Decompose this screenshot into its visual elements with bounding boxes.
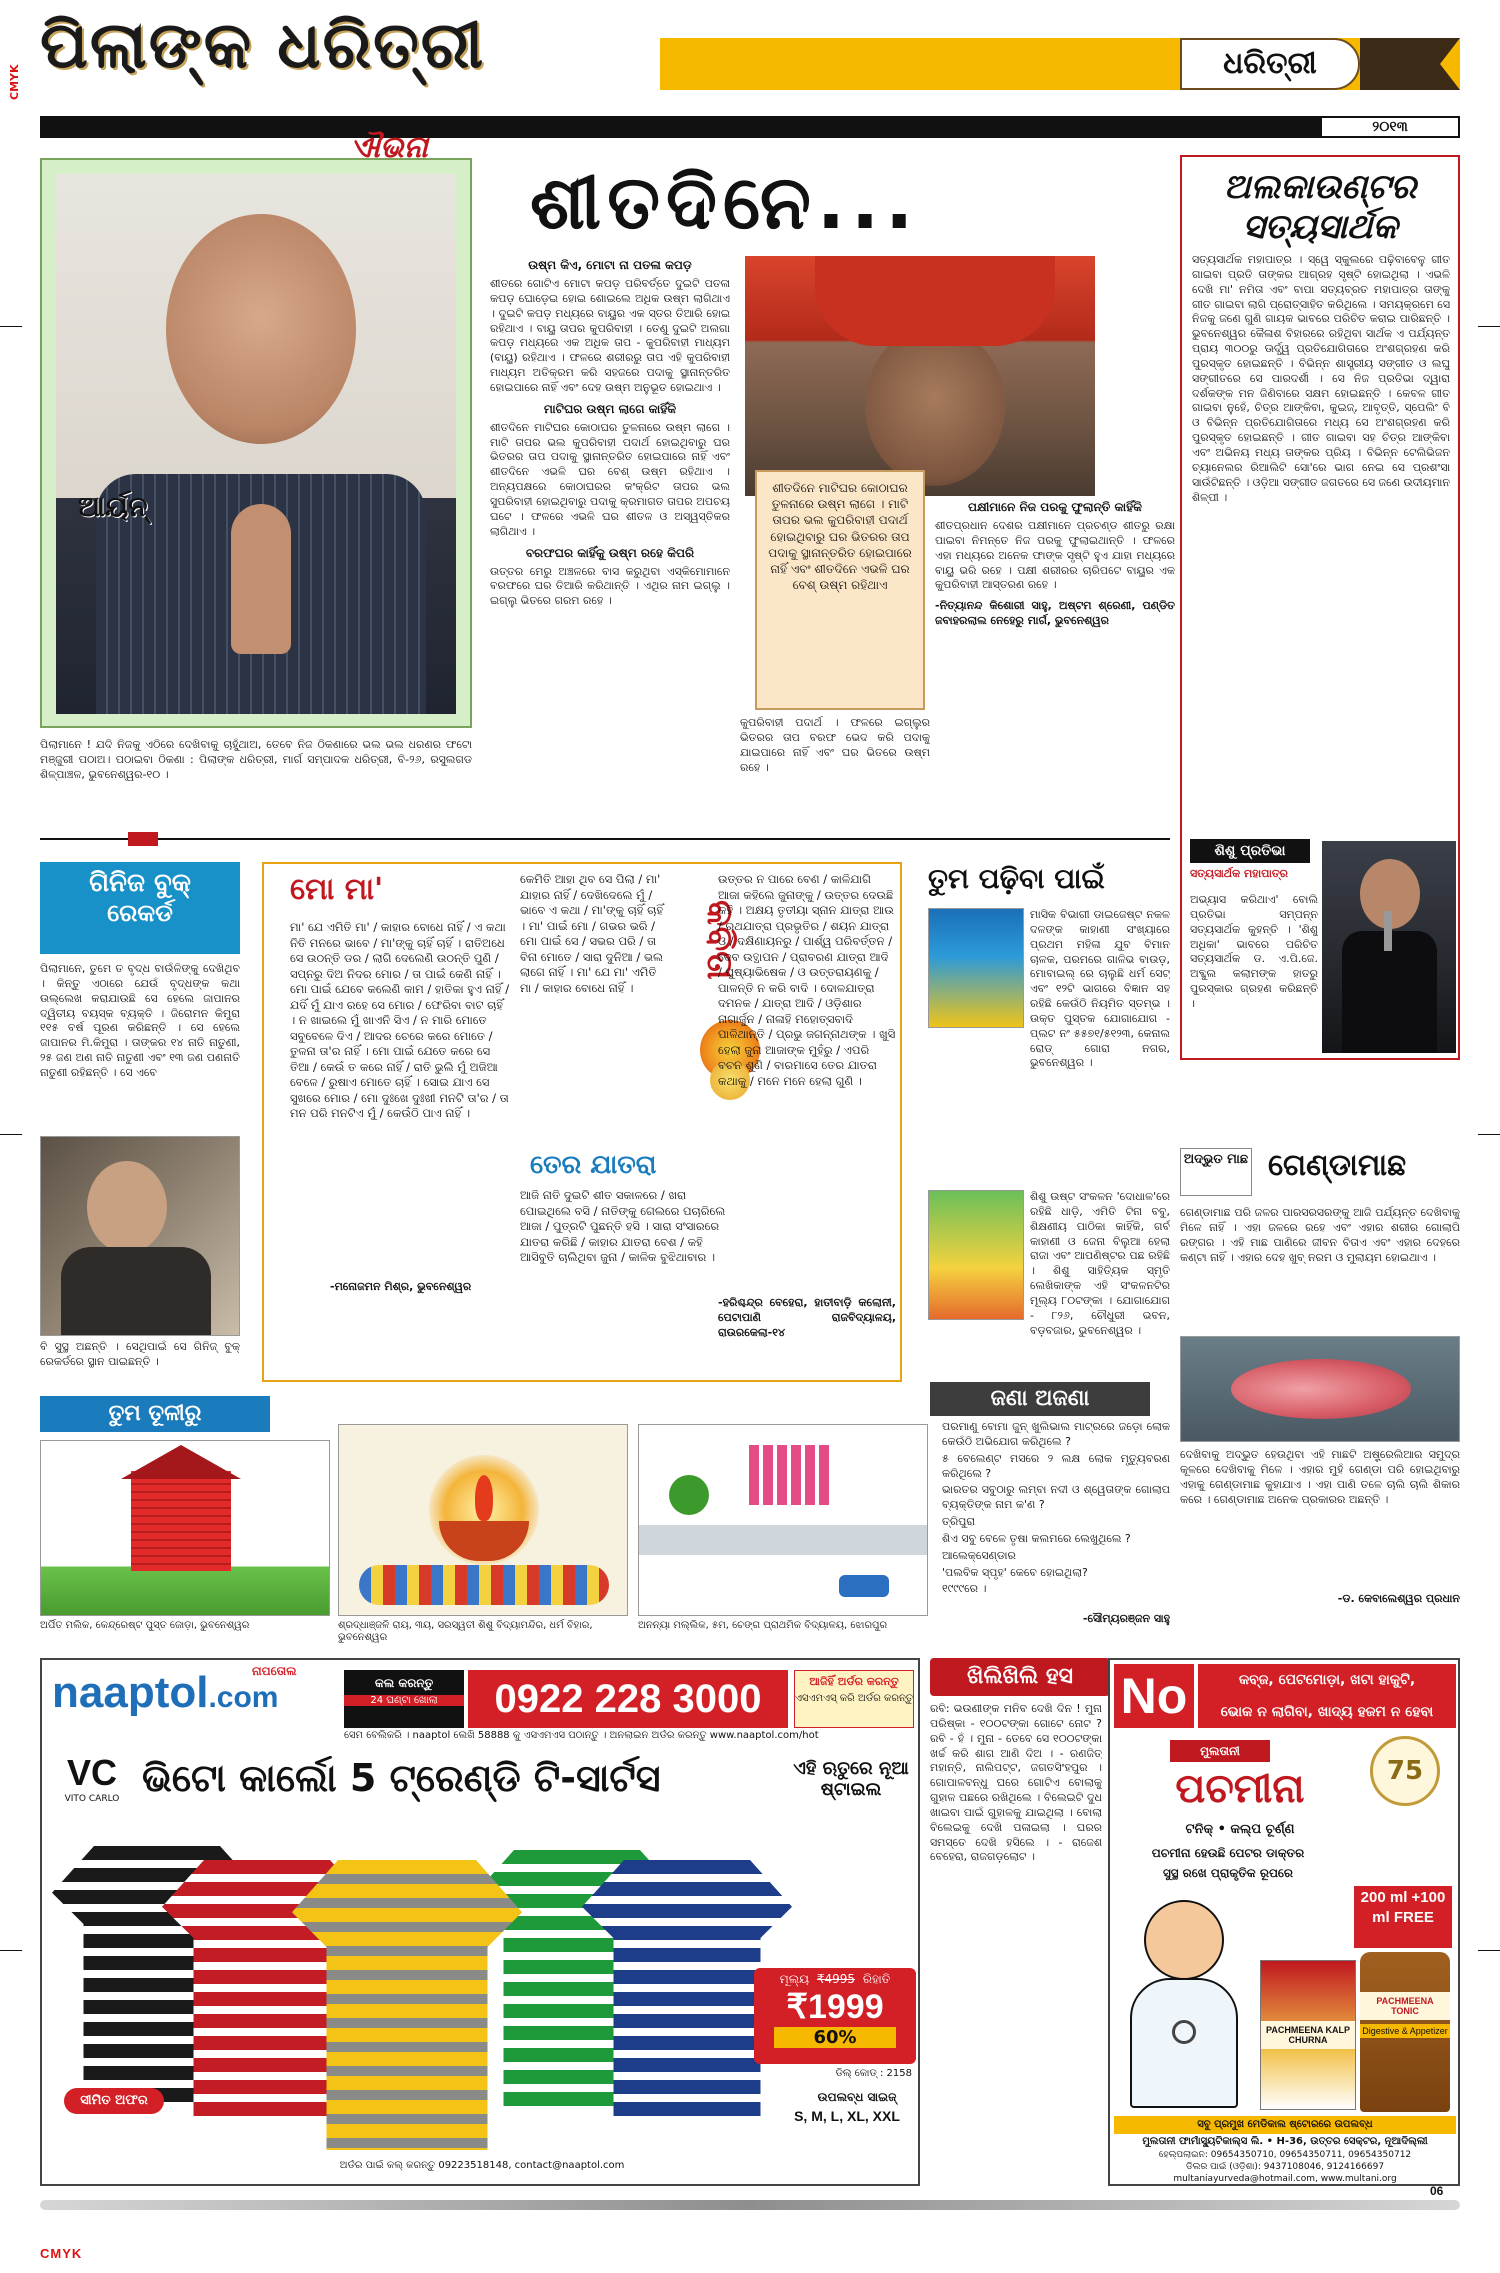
doctor-illustration [1124,1900,1244,2110]
guinness-title-2: ରେକର୍ଡ [107,899,173,927]
tonic-bottle [1360,1952,1450,2112]
winter-author: -ନିତ୍ୟାନନ୍ଦ କିଶୋରୀ ସାହୁ, ଅଷ୍ଟମ ଶ୍ରେଣୀ, ପଣ୍ଡିତ ଜବାହରଲାଲ ନେହେରୁ ମାର୍ଗ, ଭୁବନେଶ୍ୱର [935,599,1175,628]
no-badge: No [1114,1664,1194,1728]
winter-sub3: ବରଫଘର କାହିଁକୁ ଉଷ୍ମ ରହେ କିପରି [525,545,695,560]
sizes-value: S, M, L, XL, XXL [794,2108,900,2124]
drawing-2-caption: ଶ୍ରଦ୍ଧାଞ୍ଜଳି ରାୟ, ୩ୟ, ସରସ୍ୱତୀ ଶିଶୁ ବିଦ୍ୟାମନ୍ଦିର, ଧର୍ମ ବିହାର, ଭୁବନେଶ୍ୱର [338,1620,593,1643]
book1-text: ମାସିକ ବିଭାଗୀ ଡାଇଜେଷ୍ଟ ନକଳ ଦଳଙ୍କ କାହାଣୀ ସଂଖ୍ୟାରେ ପ୍ରଥମ ମହିଳା ଯୁବ ବିମାନ ଚାଳକ, ପରମରେ ଗାଳିଭ ବାଉଡ଼, ମୋବାଇଲ୍ ରେ ଚାଲୁଛି ଧର୍ମ ସେଟ୍ ଏବଂ ୧୨ଟି ଭାଗରେ ବିଜ୍ଞାନ ସହ ରହିଛି କେଉଁଠି ନିୟମିତ ସ୍ତମ୍ଭ । ଉକ୍ତ ପୁସ୍ତକ ଯୋଗାଯୋଗ - ପ୍ଲଟ ନଂ ୫୫୭୧/୫୧୨୩, କେନାଲ ରୋଡ୍ ଗୋରା ନଗର, ଭୁବନେଶ୍ୱର । [1030,908,1170,1070]
rath-yatra-author: -ହରିଶ୍ଚନ୍ଦ୍ର ବେହେରା, ହାତୀବାଡ଼ି କଲୋନୀ, ପେଟାପାଣି ରାଜବିଦ୍ୟାଳୟ, ରାଉରକେଲା-୧୪ [718,1296,896,1339]
alkaunstar-title-2: ସତ୍ୟସାର୍ଥକ [1242,207,1398,247]
crop-mark-left-top [0,326,22,327]
order-box [794,1670,914,1728]
pachmeena-contact-1: ହେଲ୍ପଲାଇନ: 09654350710, 09654350711, 09654350712 [1158,2150,1412,2160]
price-value: ₹1999 [786,1988,884,2026]
child-face [166,214,356,444]
list-item: ୫ ବେଲେଣ୍ଟ ମସରେ ୨ ଲକ୍ଷ ଲୋକ ମୃତ୍ୟୁବରଣ କରିଥିଲେ ? [942,1451,1170,1480]
drawing-1-caption: ଅର୍ପିତ ମଲିକ, କେନ୍ଦ୍ରେଷ୍ଟ ପୁସ୍ତ ଜୋଡ଼ା, ଭୁବନେଶ୍ୱର [40,1620,250,1631]
gendamachha-author: -ଡ. କେବାଲେଶ୍ୱର ପ୍ରଧାନ [1337,1592,1460,1605]
product-sub: ଟନିକ୍ • କଲ୍ପ ଚୂର୍ଣ୍ଣ [1185,1822,1295,1837]
offer-label: ରିହାତି [862,1972,891,1986]
bottle-label: PACHMEENA TONIC [1360,1992,1450,2020]
gendamachha-body2: ଦେଖିବାକୁ ଅଦ୍ଭୁତ ହେଉଥିବା ଏହି ମାଛଟି ଅଷ୍ଟ୍ରେଲିଆର ସମୁଦ୍ର କୂଳରେ ଦେଖିବାକୁ ମିଳେ । ଏହାର ମୁହଁ ଗେଣ୍ଡା ପରି ହୋଇଥିବାରୁ ଏହାକୁ ଗେଣ୍ଡାମାଛ କୁହାଯାଏ । ଏହା ପାଣି ତଳେ ଚାଲି ଚାଲି ଶିକାର କରେ । ଗେଣ୍ଡାମାଛ ଅନେକ ପ୍ରକାରର ଅଛନ୍ତି । [1180,1448,1460,1506]
call-box [344,1670,464,1728]
khilikhili-header [930,1658,1110,1696]
date-band [40,116,1460,138]
winter-photo [745,256,1095,496]
poem-middle-body: କେମିତି ଆହା ଥିବ ସେ ପିଲା / ମା' ଯାହାର ନାହିଁ / ଦେଖିଦେଲେ ମୁଁ / ଭାବେ ଏ କଥା / ମା'ଙ୍କୁ ଚାହିଁ ଚାହିଁ । ମା' ପାଇଁ ମୋ / ଗଭର ଭରି / ମୋ ପାଇଁ ସେ / ସଭର ପରି / ତା ବିନା ମୋତେ / ସାରା ଦୁନିଆ / ଭଲ ଲାଗେ ନାହିଁ । ମା' ଯେ ମା' ଏମିତି ମା / କାହାର ବୋଧେ ନାହିଁ । [520,872,664,995]
poem-body: ମା' ଯେ ଏମିତି ମା' / କାହାର ବୋଧେ ନାହିଁ / ଏ କଥା ନିତି ମନରେ ଭାବେ / ମା'ଙ୍କୁ ଚାହିଁ ଚାହିଁ । ରାତିଅଧେ ସେ ଉଠନ୍ତି ଡର / ଲାଗି ଦେଲେଣି ଉଠନ୍ତି ପୁଣି / ସପ୍ନରୁ ଦିଅ ନିଦର ମୋର / ତା ପାଇଁ କେଣି ନାହିଁ । ମୋ ପାଇଁ ଯେବେ କଲେଣି କାମ / ହାତିକା ହୁଏ ନାହିଁ / ଯଦିଁ ମୁଁ ଯାଏ ରହେ ସେ ମୋର / ଫେରିବା ବାଟ ଚାହିଁ । ନ ଖାଇଲେ ମୁଁ ଖାଏନି ସିଏ / ନ ମାରି ମୋତେ ସବୁବେଳେ ଦିଏ / ଆଦର ଚେରେ କରେ ମୋତେ / ତୁଳନା ତା'ର ନାହିଁ । ମୋ ପାଇଁ ଯେତେ କରେ ସେ ତିଆ / କେଉଁ ତ କରେ ନାହିଁ / ରାତି ଭୁଲି ମୁଁ ଅଜିଆ ବେଳେ / ରୁଷାଏ ମୋତେ ଚାହିଁ । ସୋଇ ଯାଏ ସେ ସୁଖରେ ମୋର / ମୋ ଦୁଃଖେ ଦୁଃଖୀ ମନଟି ତା'ର / ତା ମନ ପରି ମନଟିଏ ମୁଁ / କେଉଁଠି ପାଏ ନାହିଁ । [290,920,510,1121]
janaa-ajanaa-list [930,1420,1170,1600]
alkaunstar-title-1: ଅଲକାଉଣ୍ଟର [1223,167,1417,207]
winter-para2: ଶୀତଦିନେ ମାଟିଘର କୋଠାଘର ତୁଳନାରେ ଉଷ୍ମ ଲାଗେ । ମାଟି ତାପର ଭଲ କୁପରିବାହୀ ପଦାର୍ଥ ହୋଇଥିବାରୁ ଘର ଭିତରର ତାପ ପଦାକୁ ସ୍ଥାନାନ୍ତରିତ ହୋଇପାରେ ନାହିଁ ଏବଂ ଶୀତଦିନେ ଏଭଳି ଘର ବେଶ୍ ଉଷ୍ମ ରହିଥାଏ । ଅନ୍ୟପକ୍ଷରେ କୋଠାଘରର କଂକ୍ରିଟ ତାପର ଭଲ ସୁପରିବାହୀ ହୋଇଥିବାରୁ ପଦାକୁ କ୍ରମାଗତ ତାପର ଅପଚୟ ଘଟେ । ଫଳରେ ଏଭଳି ଘର ଶୀତଳ ଓ ଅସ୍ୱସ୍ତିକର ଲାଗିଥାଏ । [490,420,730,538]
divider-mark [128,832,158,846]
footer-bar [40,2200,1460,2210]
naaptol-ad [40,1658,920,2186]
khilikhili-body: ରବି: ଭଉଣୀଙ୍କ ମନିବ ଦେଖି ଦିନ ! ମୁନା ପରିଷ୍କା - ୧୦୦ଟଙ୍କା ଗୋଟେ ନୋଟ ? ରବି - ହଁ । ମୁନା - ତେବେ ସେ ୧୦୦ଟଙ୍କା ଖର୍ଚ୍ଚ କରି ଶାଗ ଆଣି ଦିଅ । - ରଣଜିତ୍ ମହାନ୍ତି, ନାଲିପଟ୍ଟ, ଜଗତସିଂହପୁର । ଗୋପାଳବନ୍ଧୁ ଘରେ ଗୋଟିଏ ବୋଲାକୁ ଗୁହାଳ ପଛରେ ରଖିଥିଲେ । ବିଲେଇଟି ଦୁଧ ଖାଇବା ପାଇଁ ଗୁହାଳକୁ ଯାଇଥିଲା । ବୋଲା ବିଲେଇକୁ ଦେଖି ପଳାଇଲା । ଘରର ସମସ୍ତେ ଦେଖି ହସିଲେ । - ରାଜେଶ ବେହେରା, ରାଜଗଡ଼ଲୋଟ । [930,1702,1102,1864]
winter-para4: କୁପରିବାହୀ ପଦାର୍ଥ । ଫଳରେ ଇଗ୍ଲୁର ଭିତରର ତାପ ବରଫ ଭେଦ କରି ପଦାକୁ ଯାଇପାରେ ନାହିଁ ଏବଂ ଘର ଭିତରେ ଉଷ୍ମ ରହେ । [740,716,930,774]
winter-quote [755,470,925,710]
car-icon [839,1575,889,1597]
year-label: ୨୦୧୩ [1372,119,1408,135]
winter-sub4: ପକ୍ଷୀମାନେ ନିଜ ପରକୁ ଫୁଲାନ୍ତି କାହିଁକି [968,500,1142,514]
gendamachha-tag: ଅଦ୍ଭୁତ ମାଛ [1180,1148,1252,1196]
child-hands [231,504,291,654]
road-icon [639,1525,928,1555]
list-item: ଶିଏ ସବୁ ବେଳେ ତୃଷା କଲମରେ ଲେଖୁଥିଲେ ? [942,1531,1131,1545]
winter-headline: ଶୀତଦିନେ... [530,160,920,246]
poem-title: ମୋ ମା' [290,872,384,907]
naaptol-odia-brand: ନାପତୋଲ [252,1664,297,1678]
naaptol-brand: naaptol [52,1668,209,1717]
price-box [754,1968,916,2064]
call-hours: 24 ଘଣ୍ଟା ଖୋଲା [344,1695,464,1706]
phone-number[interactable]: 0922 228 3000 [468,1670,788,1728]
mrp-label: ମୂଲ୍ୟ [779,1972,810,1986]
child-photo-caption: ପିଲାମାନେ ! ଯଦି ନିଜକୁ ଏଠିରେ ଦେଖିବାକୁ ଚାହୁଁଥାଅ, ତେବେ ନିଜ ଠିକଣାରେ ଭଲ ଭଲ ଧରଣର ଫଟୋ ମଞ୍ଜୁରୀ ପଠାଅ। ପଠାଇବା ଠିକଣା : ପିଲାଙ୍କ ଧରିତ୍ରୀ, ମାର୍ଗ ସମ୍ପାଦକ ଧରିତ୍ରୀ, ବି-୨୬, ରସୁଲଗଡ ଶିଳ୍ପାଞ୍ଚଳ, ଭୁବନେଶ୍ୱର-୧୦ । [40,738,472,781]
brand-name: ଧରିତ୍ରୀ [1223,46,1317,81]
vc-name: VITO CARLO [64,1794,120,1804]
mrp-value: ₹4995 [816,1972,856,1986]
masthead [0,0,1500,135]
limited-offer-badge: ସୀମିତ ଅଫର [64,2088,164,2114]
pachmeena-contact-3: multaniayurveda@hotmail.com, www.multani.org [1173,2174,1397,2184]
masthead-title: ପିଲାଙ୍କ ଧରିତ୍ରୀ [40,8,486,83]
page-number: 06 [1430,2184,1444,2198]
man-turban [815,256,1055,346]
bottle-extra: Digestive & Appetizer [1360,2024,1450,2038]
child-photo-frame [40,158,472,728]
divider-1 [40,838,1170,840]
winter-col3 [935,500,1175,828]
roof-icon [121,1445,241,1479]
ad-headline: ଭିଟୋ କାର୍ଲୋ 5 ଟ୍ରେଣ୍ଡି ଟି-ସାର୍ଟସ [142,1756,661,1800]
shishu-label: ଶିଶୁ ପ୍ରତିଭା [1190,839,1310,863]
rath-yatra-title: ତେର ଯାତରା [530,1150,657,1180]
tshirt-yellow [292,1860,522,2150]
guinness-header [40,862,240,954]
sms-line: ସେମ ବେଲିକରି । naaptol ଲେଖି 58888 କୁ ଏସଏମଏସ ପଠାନ୍ତୁ । ଅନଲାଇନ ଅର୍ଡର କରନ୍ତୁ www.naaptol.com/hot [344,1730,819,1741]
naaptol-logo [52,1668,342,1726]
alkaunstar-body: ସତ୍ୟସାର୍ଥକ ମହାପାତ୍ର । ସ୍ୱେ ସ୍କୁଲରେ ପଢ଼ିବାବେଳୁ ଗୀତ ଗାଇବା ପ୍ରତି ତାଙ୍କର ଆଗ୍ରହ ସୃଷ୍ଟି ହୋଇଥିଲା । ଏଭଳି ଦେଖି ମା' ନମିତା ଏବଂ ବାପା ସତ୍ୟବ୍ରତ ମହାପାତ୍ର ତାଙ୍କୁ ଗୀତ ଗାଇବା ଲାଗି ପ୍ରୋତ୍ସାହିତ କରିଥିଲେ । ସମୟକ୍ରମେ ସେ ନିଜକୁ ଜଣେ ଗୁଣି ଗାୟକ ଭାବରେ ପରିଚିତ କରାଇ ପାରିଛନ୍ତି । ଭୁବନେଶ୍ୱର କୈଳାଶ ବିହାରରେ ରହିଥିବା ସାର୍ଥକ ଏ ପର୍ଯ୍ୟନ୍ତ ପ୍ରାୟ ୩୦୦ରୁ ଊର୍ଦ୍ଧ୍ୱ ପ୍ରତିଯୋଗିତାରେ ଅଂଶଗ୍ରହଣ କରି ପୁରସ୍କୃତ ହୋଇଛନ୍ତି । ବିଭିନ୍ନ ଶାସ୍ତ୍ରୀୟ ସଙ୍ଗୀତ ଓ ଲଘୁ ସଙ୍ଗୀତରେ ସେ ପାରଦର୍ଶୀ । ସେ ନିଜ ପ୍ରତିଭା ଦ୍ୱାରା ଦର୍ଶକଙ୍କ ମନ ଜିଣିବାରେ ସକ୍ଷମ ହୋଇଛନ୍ତି । କେବଳ ଗୀତ ଗାଇବା ନୁହେଁ, ଚିତ୍ର ଆଙ୍କିବା, କୁଇଜ୍, ଆବୃତ୍ତି, ସ୍ପେଲିଂ ବି ଓ ବିଭିନ୍ନ ପ୍ରତିଯୋଗିତାରେ ମଧ୍ୟ ସେ ଅଂଶଗ୍ରହଣ କରି ପୁରସ୍କୃତ ହୋଇଛନ୍ତି । ଗୀତ ଗାଇବା ସହ ଚିତ୍ର ଆଙ୍କିବା ଏବଂ ଅଭିନୟ ମଧ୍ୟ ତାଙ୍କର ପ୍ରିୟ । ବିଭିନ୍ନ ଟେଲିଭିଜନ ଚ୍ୟାନେଲର ରିଆଲିଟି ସୋ'ରେ ଭାଗ ନେଇ ସେ ପ୍ରଶଂସା ସାଉଁଟିଛନ୍ତି । ଓଡ଼ିଆ ସଙ୍ଗୀତ ଜଗତରେ ସେ ଜଣେ ଉଦୀୟମାନ ଶିଳ୍ପୀ । [1192,253,1450,504]
multani-brand: ମୁଲତାନୀ [1170,1740,1270,1762]
pachmeena-strip: ସବୁ ପ୍ରମୁଖ ମେଡିକାଲ ଷ୍ଟୋରରେ ଉପଲବ୍ଧ [1114,2116,1456,2134]
crop-mark-right-bot [1478,1950,1500,1951]
stethoscope-icon [1172,2020,1196,2044]
rath-yatra-body: ଆଜି ନାତି ଦୁଇଟି ଶୀତ ସକାଳରେ / ଖରା ପୋଇଥିଲେ ବସି / ନାତିଙ୍କୁ ଗେଲରେ ପଚାରିଲେ ଆଜା / ପୁତ୍ରଟି ପୁଛନ୍ତି ହସି । ସାରା ସଂସାରରେ ଯାତରା କରିଛି / କାହାର ଯାତରା ବେଶ / କହି ଆସିବୁତି ଚାଲିଥିବା ଜୁନା / କାଳିକ ବୁଝିଥାବାର । [520,1188,726,1265]
janaa-ajanaa-header [930,1382,1150,1416]
tuma-tuliru-header [40,1396,270,1432]
symptoms-line1: କବ୍ଜ, ପେଟମୋଡ଼ା, ଖଟା ହାକୁଟି, [1198,1664,1456,1696]
list-item: ଭାରତର ସବୁଠାରୁ ଲମ୍ବା ନଦୀ ଓ ଶ୍ୱେତାଙ୍କ ଗୋଲାପ ବ୍ୟକ୍ତିଙ୍କ ନାମ କ'ଣ ? [942,1483,1170,1512]
guinness-title-1: ଗିନିଜ ବୁକ୍ [89,868,191,898]
order-label: ଆଜିହିଁ ଅର୍ଡର କରନ୍ତୁ [809,1675,899,1688]
guinness-caption: ବି ସୁସ୍ଥ ଅଛନ୍ତି । ସେଥିପାଇଁ ସେ ଗିନିଜ୍ ବୁକ୍ ରେକର୍ଡରେ ସ୍ଥାନ ପାଇଛନ୍ତି । [40,1340,240,1368]
old-man-face [87,1161,167,1253]
winter-para5: ଶୀତପ୍ରଧାନ ଦେଶର ପକ୍ଷୀମାନେ ପ୍ରଚଣ୍ଡ ଶୀତରୁ ରକ୍ଷା ପାଇବା ନିମନ୍ତେ ନିଜ ପରକୁ ଫୁଲାଇଥାନ୍ତି । ଫଳରେ ଏହା ମଧ୍ୟରେ ଅନେକ ଫାଙ୍କ ସୃଷ୍ଟି ହୁଏ ଯାହା ମଧ୍ୟରେ ବାୟୁ ଭରି ରହେ । ପକ୍ଷୀ ଶରୀରର ଚାରିପଟେ ବାୟୁର ଏକ କୁପରିବାହୀ ଆସ୍ତରଣ ରହେ । [935,519,1175,592]
guinness-body: ପିଲାମାନେ, ତୁମେ ତ ବୃଦ୍ଧ ବାଉଁଳିଙ୍କୁ ଦେଖିଥିବ । କିନ୍ତୁ ଏଠାରେ ଯେଉଁ ବୃଦ୍ଧଙ୍କ କଥା ଉଲ୍ଲେଖ କରାଯାଉଛି ସେ ହେଲେ ଜାପାନର ଦ୍ୱିତୀୟ ବୟସ୍କ ବ୍ୟକ୍ତି । ଜିରୋମନ କିମୁରା ୧୧୫ ବର୍ଷ ପୂରଣ କରିଛନ୍ତି । ସେ ହେଲେ ଜାପାନର ମି.କିମୁରା । ତାଙ୍କର ୧୪ ନାତି ନାତୁଣୀ, ୨୫ ଜଣ ଅଣ ନାତି ନାତୁଣୀ ଏବଂ ୧୩ ଜଣ ପଣନାତି ନାତୁଣୀ ରହିଛନ୍ତି । ସେ ଏବେ [40,962,240,1079]
box-label: PACHMEENA KALP CHURNA [1261,2021,1355,2049]
janaa-ajanaa-author: -ସୌମ୍ୟରଞ୍ଜନ ସାହୁ [1082,1612,1170,1625]
winter-quote-text: ଶୀତଦିନେ ମାଟିଘର କୋଠାଘର ତୁଳନାରେ ଉଷ୍ମ ଲାଗେ । ମାଟି ତାପର ଭଲ କୁପରିବାହୀ ପଦାର୍ଥ ହୋଇଥିବାରୁ ଘର ଭିତରର ତାପ ପଦାକୁ ସ୍ଥାନାନ୍ତରିତ ହୋଇପାରେ ନାହିଁ ଏବଂ ଶୀତଦିନେ ଏଭଳି ଘର ବେଶ୍ ଉଷ୍ମ ରହିଥାଏ [768,481,912,593]
ad-footer: ଅର୍ଡର ପାଇଁ କଲ୍ କରନ୍ତୁ 09223518148, contact@naaptol.com [339,2160,625,2171]
product-tagline-2: ସୁସ୍ଥ ରଖେ ପ୍ରାକୃତିକ ରୂପରେ [1162,1866,1294,1880]
winter-para3: ଉତ୍ତର ମେରୁ ଅଞ୍ଚଳରେ ବାସ କରୁଥିବା ଏସ୍କିମୋମାନେ ବରଫରେ ଘର ତିଆରି କରିଥାନ୍ତି । ଏଥିର ନାମ ଇଗ୍ଲୁ । ଇଗ୍ଲୁ ଭିତରେ ଗରମ ରହେ । [490,564,730,608]
year-box [1320,116,1460,138]
mrp-row [754,1972,916,1987]
call-label: କଲ କରନ୍ତୁ [374,1676,434,1690]
flame-icon [475,1475,493,1521]
shishu-photo [1322,841,1456,1053]
pachmeena-contact-2: ଡିଲର ପାଇଁ (ଓଡ଼ିଶା): 9437108046, 9124166697 [1185,2162,1385,2172]
ad-tagline: ଏହି ଋତୁରେ ନୂଆ ଷ୍ଟାଇଲ [793,1758,909,1800]
order-label-2: ଏସଏମଏସ୍ କରି ଅର୍ଡର କରନ୍ତୁ [795,1693,913,1704]
rath-yatra-col2: ଉତ୍ତର ନ ପାରେ ବେଣ / କାଳିଯାଗି ଆଜା କହିଲେ ଜୁନାଙ୍କୁ / ଉତ୍ତର ଦେଉଛି କହି । ଅକ୍ଷୟ ତୃତୀୟା ସ୍ନାନ ଯାତ୍ରା ଆଉ / ରଥଯାତ୍ରା ପ୍ରଭୃତିର / ଶୟନ ଯାତ୍ରା ଓ / ଦକ୍ଷିଣାୟନରୁ / ପାର୍ଶ୍ୱ ପରିବର୍ତ୍ତନ / ଦେବ ଉତ୍ଥାପନ / ପ୍ରାବରଣ ଯାତ୍ରା ଆଦି / ପୁଷ୍ୟାଭିଷେକ / ଓ ଉତ୍ତରାୟଣକୁ / ପାଳନ୍ତି ନ କରି ବାଦି । ଦୋଳଯାତ୍ରା ଦମନକ / ଯାତ୍ରା ଆଦି / ଓଡ଼ିଶାର ନାଗାର୍ଜୁନ / ନାଳାହି ମହୋତ୍ସବାଦି ପାଳିଥାନ୍ତି / ପ୍ରଭୁ ଜଗନ୍ନାଥଙ୍କ । ଖୁସି ହେଲା ଜୁନା ଆଜାଙ୍କ ମୁହଁରୁ / ଏପରି ବଚନ ଶୁଣି / ବାରମାସେ ତେର ଯାତରା କଥାକୁ / ମନେ ମନେ ହେଲା ଗୁଣି । [718,872,896,1088]
crop-mark-right-mid [1478,1134,1500,1135]
product-tagline-1: ପଚମୀନା ହେଉଛି ପେଟର ଡାକ୍ତର [1151,1846,1305,1860]
list-item: ୧୯୯୯ରେ । [942,1582,987,1596]
crop-mark-left-bot [0,1950,22,1951]
naaptol-suffix: .com [208,1681,279,1714]
book2-text: ଶିଶୁ ଉଷ୍ଟ ସଂକଳନ 'ଦୋଧାଳ'ରେ ରହିଛି ଧାଡ଼ି, ଏମିତି ଟିନା ବବୁ, ଶିକ୍ଷଣୀୟ ପାଠିକା କାହିଁକି, ଗର୍ବ କାହାଣୀ ଓ ଜେନା ବିଲୁଆ ହେଲା ରାଜା ଏବଂ ଆପଣିଷ୍ଟର ପଛ ରହିଛି । ଶିଶୁ ସାହିତ୍ୟିକ ସ୍ମୃତି ଲେଖିକାଙ୍କ ଏହି ସଂକଳନଟିର ମୂଲ୍ୟ ୮୦ଟଙ୍କା । ଯୋଗାଯୋଗ - ୮୨୬, ଚୌଧୁରୀ ଭବନ, ବଡ଼ବଜାର, ଭୁବନେଶ୍ୱର । [1030,1190,1170,1337]
gendamachha-title: ଗେଣ୍ଡାମାଛ [1268,1148,1407,1183]
pachmeena-company: ମୁଲତାନୀ ଫାର୍ମାସ୍ୟୁଟିକାଲ୍ସ ଲି. • H-36, ଉତ୍ତର ସେକ୍ଟର, ନୂଆଦିଲ୍ଲୀ [1142,2136,1428,2147]
tuma-tuliru-title: ତୁମ ତୂଳୀରୁ [108,1401,202,1426]
book2-cover [928,1190,1024,1320]
book1-cover [928,908,1024,1028]
crop-mark-left-mid [0,1134,22,1135]
vc-brand: VC [66,1752,117,1793]
fish-icon [1231,1359,1411,1419]
symptoms-line2: ଭୋକ ନ ଲାଗିବା, ଖାଦ୍ୟ ହଜମ ନ ହେବା [1198,1696,1456,1728]
building-icon [749,1445,829,1505]
winter-col2 [740,716,930,828]
list-item: ଆଲେକ୍ସେଣ୍ଡାର [942,1548,1016,1562]
alkaunstar-box [1180,155,1460,1060]
shishu-text: ଅଭ୍ୟାସ କରିଥାଏ' ବୋଲି ପ୍ରତିଭା ସମ୍ପନ୍ନ ସତ୍ୟସାର୍ଥକ କୁହନ୍ତି । 'ଶିଶୁ ଅଧିକା' ଭାବରେ ପରିଚିତ ସତ୍ୟସାର୍ଥକ ଡ. ଏ.ପି.ଜେ. ଅବ୍ଦୁଲ କଲାମଙ୍କ ହାତରୁ ପୁରସ୍କାର ଗ୍ରହଣ କରିଛନ୍ତି । [1190,893,1318,1010]
janaa-ajanaa-title: ଜଣା ଅଜଣା [990,1386,1090,1411]
child-name: ଆର୍ୟନ୍ [78,490,148,523]
poem-author: -ମନୋଜମନ ମିଶ୍ର, ଭୁବନେଶ୍ୱର [330,1280,472,1293]
child-photo [56,174,456,714]
drawing-1 [40,1440,330,1616]
fish-photo [1180,1336,1460,1442]
microphone-icon [1384,911,1392,951]
man-face [865,326,1005,486]
winter-sub1: ଉଷ୍ମ କିଏ, ମୋଟା ନା ପତଳା କପଡ଼ [528,258,692,272]
drawing-2 [338,1424,628,1616]
product-name: ପଚମୀନା [1175,1766,1305,1812]
list-item: ପରମାଣୁ ବୋମା ଜୁନ୍ ଖୁଲିଭାଲ ମାଟ୍ରରେ ଜଡ଼ୋ ଲୋକ କେଉଁଠି ଅଭିଯୋଗ କରିଥିଲେ ? [942,1420,1170,1448]
list-item: 'ପଲବିକ ସ୍ପୃହ' କେବେ ହୋଇଥିଲା? [942,1565,1088,1579]
list-item: ତ୍ରିପୁରା [942,1515,976,1529]
khilikhili-title: ଖିଲିଖିଲି ହସ [966,1664,1074,1689]
gendamachha-body: ଗେଣ୍ଡାମାଛ ପରି ଜଳର ପାରସରସରଙ୍କୁ ଆଜି ପର୍ଯ୍ୟନ୍ତ ଦେଖିବାକୁ ମିଳେ ନାହିଁ । ଏହା ଜଳରେ ରହେ ଏବଂ ଏହାର ଶରୀର ଗୋଲାପି ରଙ୍ଗର । ଏହି ମାଛ ପାଣିରେ ଜୀବନ ବିତାଏ ଏବଂ ଏହାର ଦେହରେ କଣ୍ଟା ନାହିଁ । ଏହାର ଦେହ ଖୁବ୍ ନରମ ଓ ମୁଲାୟମ ହୋଇଥାଏ । [1180,1206,1460,1264]
churna-box [1260,1960,1356,2110]
rangoli-band [359,1565,609,1605]
sizes-label: ଉପଲବ୍ଧ ସାଇଜ୍ [817,2090,897,2104]
winter-col1 [490,258,730,828]
cmyk-label-bottom: CMYK [40,2246,83,2261]
doctor-head [1144,1900,1224,1980]
aina-label: ଐଭନା [350,130,428,165]
pachmeena-ad [1108,1658,1460,2186]
discount-value: 60% [774,2027,896,2048]
house-icon [131,1471,231,1571]
deal-code: ଡିଲ୍ କୋଡ୍ : 2158 [835,2068,912,2079]
crop-mark-right-top [1478,326,1500,327]
tuma-padhiba-title: ତୁମ ପଢ଼ିବା ପାଇଁ [928,862,1105,895]
guinness-photo [40,1136,240,1336]
vc-logo [52,1752,132,1822]
years-value: 75 [1386,1756,1424,1786]
kabita-label: କବିତା [699,900,740,980]
brand-badge [1180,38,1360,90]
drawing-3 [638,1424,928,1616]
free-offer: 200 ml +100 ml FREE [1354,1886,1452,1948]
cmyk-label-top: CMYK [8,64,21,100]
tree-icon [669,1475,709,1515]
winter-sub2: ମାଟିଘର ଉଷ୍ମ ଲାଗେ କାହିଁକି [543,401,677,416]
years-badge [1370,1736,1440,1806]
shishu-name: ସତ୍ୟସାର୍ଥକ ମହାପାତ୍ର [1190,867,1289,880]
winter-para1: ଶୀତରେ ଗୋଟିଏ ମୋଟା କପଡ଼ ପରିବର୍ତ୍ତେ ଦୁଇଟି ପତଳା କପଡ଼ ଘୋଡ଼େଇ ହୋଇ ଶୋଇଲେ ଅଧିକ ଉଷ୍ମ ଲାଗିଥାଏ । ଦୁଇଟି କପଡ଼ ମଧ୍ୟରେ ବାୟୁର ଏକ ସ୍ତର ତିଆରି ହୋଇ ରହିଥାଏ । ବାୟୁ ତାପର କୁପରିବାହୀ । ତେଣୁ ଦୁଇଟି ଅଲଗା କପଡ଼ ମଧ୍ୟରେ ଏକ ଅଧିକ ତାପ - କୁପରିବାହୀ ମାଧ୍ୟମ (ବାୟୁ) ରହିଥାଏ । ଫଳରେ ଶରୀରରୁ ତାପ ଏହି କୁପରିବାହୀ ମାଧ୍ୟମ ଅତିକ୍ରମ କରି ସହଜରେ ପଦାକୁ ସ୍ଥାନାନ୍ତରିତ ହୋଇପାରେ ନାହିଁ ଏବଂ ଦେହ ଉଷ୍ମ ଅନୁଭୂତ ହୋଇଥାଏ । [490,277,730,394]
old-man-body [61,1247,211,1336]
drawing-3-caption: ଅନନ୍ୟା ମଲ୍ଲିକ, ୫ମ, ଚେଙ୍ଗ ପ୍ରାଥମିକ ବିଦ୍ୟାଳୟ, ଝୋରପୁର [638,1620,888,1631]
